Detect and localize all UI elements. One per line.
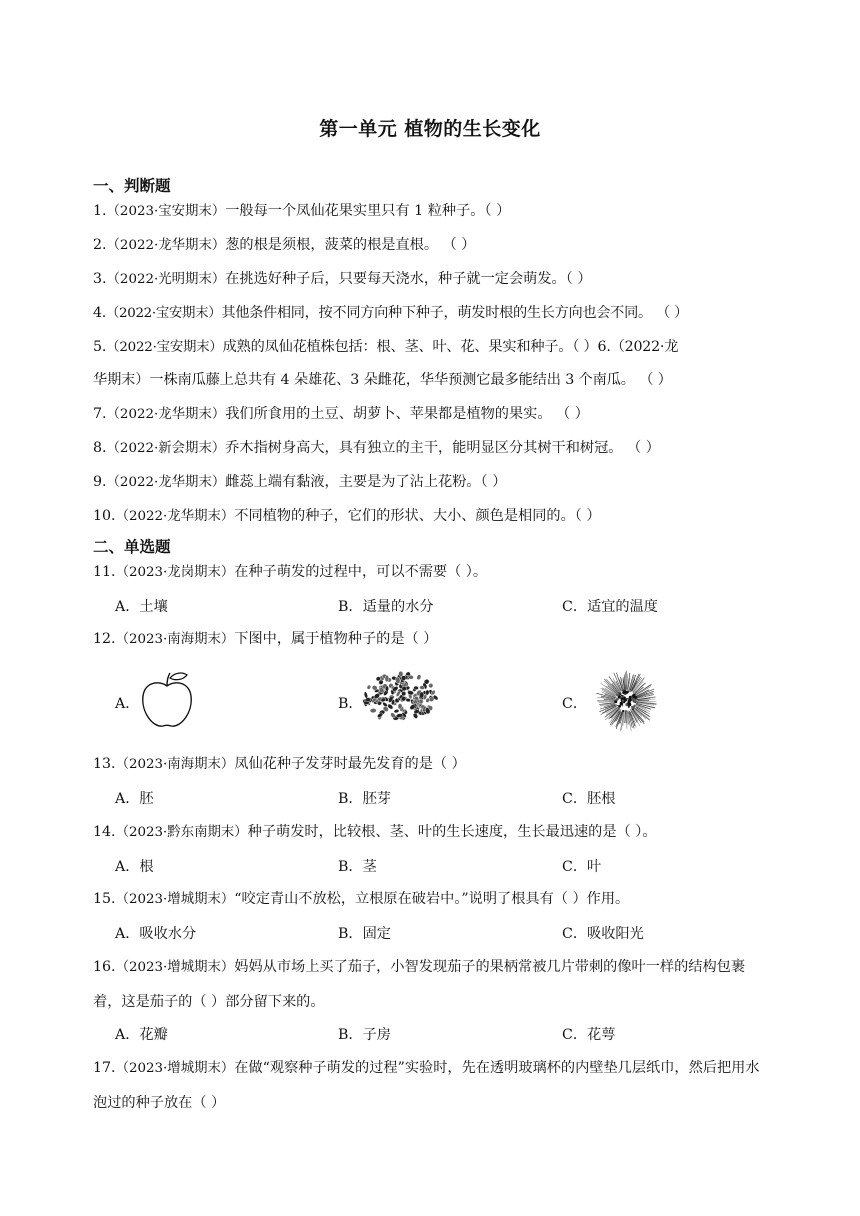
question-text: 乔木指树身高大，具有独立的主干，能明显区分其树干和树冠。 （ ） — [225, 440, 660, 456]
question-1 — [93, 201, 765, 222]
question-8 — [93, 438, 765, 459]
question-17 — [93, 1051, 765, 1120]
option-b: B．适量的水分 — [338, 599, 434, 615]
center-dot-mark — [618, 705, 621, 708]
question-number: 17. — [93, 1060, 116, 1076]
question-number: 15. — [93, 891, 116, 907]
question-number: 16. — [93, 959, 116, 975]
seed-mark — [394, 709, 400, 714]
option-c: C．花萼 — [562, 1027, 616, 1043]
question-15 — [93, 889, 765, 910]
center-dot-mark — [627, 702, 630, 705]
question-number: 9. — [93, 474, 107, 490]
question-number: 2. — [93, 237, 107, 253]
question-source: （2023·南海期末） — [115, 757, 235, 772]
seed-mark — [385, 686, 389, 692]
question-source: （2022·龙华期末） — [115, 509, 235, 524]
question-text: 凤仙花种子发芽时最先发育的是（ ） — [234, 756, 466, 772]
question-5 — [93, 337, 765, 358]
question-source: （2022·宝安期末） — [106, 340, 223, 355]
question-6-continued — [93, 370, 765, 390]
option-b: B．固定 — [338, 926, 391, 942]
question-text: 妈妈从市场上买了茄子，小智发现茄子的果柄常被几片带刺的像叶一样的结构包裹着，这是茄子的（ ）部分留下来的。 — [93, 959, 746, 1010]
question-text: 雌蕊上端有黏液，主要是为了沾上花粉。（ ） — [225, 474, 507, 490]
question-text: 成熟的凤仙花植株包括：根、茎、叶、花、果实和种子。（ ）6.（2022·龙 — [222, 339, 679, 355]
option-a: A．花瓣 — [115, 1027, 168, 1043]
seed-mark — [385, 675, 389, 682]
option-c: C． — [562, 696, 588, 712]
question-9 — [93, 472, 765, 493]
center-dot-mark — [622, 710, 624, 712]
question-number: 1. — [93, 203, 107, 219]
question-source: （2023·龙岗期末） — [115, 565, 235, 580]
question-source: （2022·宝安期末） — [105, 306, 222, 321]
section-true-false: 一、判断题 — [93, 177, 171, 195]
question-source: （2023·增城期末） — [115, 1061, 235, 1076]
seed-mark — [408, 675, 413, 679]
center-dot-mark — [632, 707, 635, 710]
question-source: （2022·龙华期末） — [106, 407, 226, 422]
filament-mark — [598, 702, 615, 703]
question-source: （2023·宝安期末） — [106, 204, 226, 219]
question-source: （2022·新会期末） — [106, 441, 226, 456]
center-dot-mark — [634, 700, 637, 703]
center-dot-mark — [628, 691, 630, 693]
question-13 — [93, 754, 765, 775]
filament-mark — [597, 700, 617, 701]
question-text: 我们所食用的土豆、胡萝卜、苹果都是植物的果实。 （ ） — [225, 406, 589, 422]
question-source: （2023·增城期末） — [115, 960, 235, 975]
center-dot-mark — [621, 695, 623, 697]
question-number: 13. — [93, 756, 116, 772]
question-number: 4. — [93, 305, 106, 321]
center-dot-mark — [618, 695, 621, 698]
option-c: C．适宜的温度 — [562, 599, 658, 615]
center-dot-mark — [616, 694, 618, 696]
question-text: 在挑选好种子后，只要每天浇水，种子就一定会萌发。（ ） — [225, 271, 592, 287]
center-dot-mark — [622, 700, 624, 702]
seed-mark — [416, 674, 422, 681]
apple-icon — [139, 670, 195, 734]
center-dot-mark — [631, 698, 634, 701]
question-text: 不同植物的种子，它们的形状、大小、颜色是相同的。（ ） — [234, 508, 601, 524]
center-dot-mark — [617, 698, 619, 700]
option-a: A．胚 — [115, 791, 154, 807]
question-4 — [93, 303, 765, 324]
option-a: A． — [115, 696, 140, 712]
option-c: C．吸收阳光 — [562, 926, 644, 942]
question-text: 种子萌发时，比较根、茎、叶的生长速度，生长最迅速的是（ ）。 — [247, 824, 657, 840]
question-number: 5. — [93, 339, 107, 355]
question-number: 3. — [93, 271, 107, 287]
center-dot-mark — [622, 705, 624, 707]
question-14 — [93, 822, 765, 843]
question-text: 在做“观察种子萌发的过程”实验时，先在透明玻璃杯的内壁垫几层纸巾，然后把用水泡过的种子放在（ ） — [93, 1060, 760, 1111]
question-10 — [93, 506, 765, 527]
question-source: （2022·光明期末） — [106, 272, 226, 287]
section-single-choice: 二、单选题 — [93, 538, 171, 556]
center-dot-mark — [625, 710, 627, 712]
question-text: 一般每一个凤仙花果实里只有 1 粒种子。（ ） — [225, 203, 511, 219]
center-dot-mark — [629, 698, 632, 701]
center-dot-mark — [620, 702, 624, 706]
option-a: A．土壤 — [115, 599, 168, 615]
option-a: A．根 — [115, 859, 154, 875]
question-3 — [93, 269, 765, 290]
filament-mark — [625, 711, 626, 723]
question-text: 华期末）一株南瓜藤上总共有 4 朵雄花、3 朵雌花，华华预测它最多能结出 3 个南瓜。 （ ） — [93, 372, 672, 388]
seed-mark — [413, 700, 418, 704]
question-11 — [93, 562, 765, 583]
question-text: 其他条件相同，按不同方向种下种子，萌发时根的生长方向也会不同。 （ ） — [221, 305, 689, 321]
seed-mark — [398, 703, 402, 709]
option-b: B．茎 — [338, 859, 377, 875]
option-c: C．胚根 — [562, 791, 616, 807]
filament-mark — [636, 708, 650, 717]
option-b: B． — [338, 696, 363, 712]
question-source: （2023·南海期末） — [115, 632, 235, 647]
option-c: C．叶 — [562, 859, 602, 875]
question-text: “咬定青山不放松，立根原在破岩中。”说明了根具有（ ）作用。 — [234, 891, 630, 907]
center-dot-mark — [619, 693, 621, 695]
seed-mark — [366, 685, 371, 690]
center-dot-mark — [614, 700, 617, 703]
seed-mark — [363, 701, 369, 705]
question-source: （2022·龙华期末） — [106, 238, 226, 253]
question-text: 下图中，属于植物种子的是（ ） — [234, 631, 438, 647]
question-number: 8. — [93, 440, 107, 456]
question-source: （2023·增城期末） — [115, 892, 235, 907]
question-number: 14. — [93, 824, 116, 840]
center-dot-mark — [635, 696, 637, 698]
question-7 — [93, 404, 765, 425]
question-2 — [93, 235, 765, 256]
question-12 — [93, 629, 765, 650]
question-text: 在种子萌发的过程中，可以不需要（ ）。 — [234, 564, 488, 580]
seed-mark — [370, 708, 376, 713]
question-source: （2023·黔东南期末） — [115, 825, 248, 840]
question-number: 12. — [93, 631, 116, 647]
question-16 — [93, 950, 765, 1019]
question-number: 10. — [93, 508, 116, 524]
question-source: （2022·龙华期末） — [106, 475, 226, 490]
option-b: B．子房 — [338, 1027, 391, 1043]
dandelion-head-icon — [591, 668, 661, 738]
question-number: 7. — [93, 406, 107, 422]
center-dot-mark — [632, 694, 635, 697]
question-number: 11. — [93, 564, 116, 580]
seed-cluster-icon — [360, 668, 440, 730]
option-a: A．吸收水分 — [115, 926, 197, 942]
option-b: B．胚芽 — [338, 791, 391, 807]
page-title: 第一单元 植物的生长变化 — [319, 118, 541, 140]
question-text: 葱的根是须根，菠菜的根是直根。 （ ） — [225, 237, 476, 253]
